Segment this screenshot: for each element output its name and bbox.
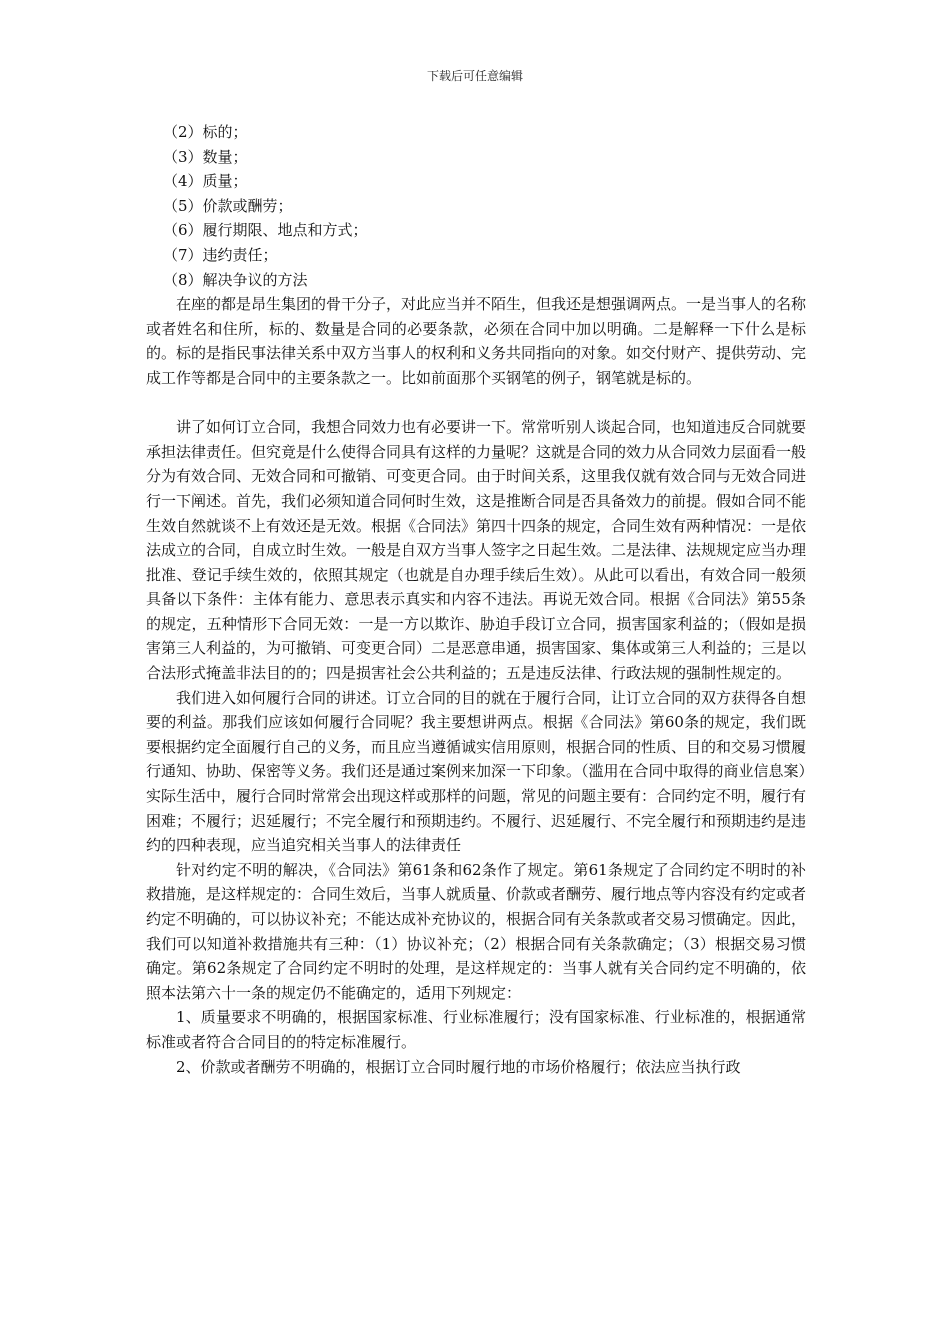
paragraph-contract-validity: 讲了如何订立合同，我想合同效力也有必要讲一下。常常听别人谈起合同，也知道违反合同就要承担法律责任。但究竟是什么使得合同具有这样的力量呢？这就是合同的效力从合同效力层面看一般分为有效合同、无效合同和可撤销、可变更合同。由于时间关系，这里我仅就有效合同与无效合同进行一下阐述。首先，我们必须知道合同何时生效，这是推断合同是否具备效力的前提。假如合同不能生效自然就谈不上有效还是无效。根据《合同法》第四十四条的规定，合同生效有两种情况：一是依法成立的合同，自成立时生效。一般是自双方当事人签字之日起生效。二是法律、法规规定应当办理批准、登记手续生效的，依照其规定（也就是自办理手续后生效）。从此可以看出，有效合同一般须具备以下条件：主体有能力、意思表示真实和内容不违法。再说无效合同。根据《合同法》第55条的规定，五种情形下合同无效：一是一方以欺诈、胁迫手段订立合同，损害国家利益的；（假如是损害第三人利益的，为可撤销、可变更合同）二是恶意串通，损害国家、集体或第三人利益的；三是以合法形式掩盖非法目的的；四是损害社会公共利益的；五是违反法律、行政法规的强制性规定的。 bbox=[146, 418, 807, 683]
paragraph-contract-terms: 在座的都是昂生集团的骨干分子，对此应当并不陌生，但我还是想强调两点。一是当事人的名称或者姓名和住所，标的、数量是合同的必要条款，必须在合同中加以明确。二是解释一下什么是标的。标的是指民事法律关系中双方当事人的权利和义务共同指向的对象。如交付财产、提供劳动、完成工作等都是合同中的主要条款之一。比如前面那个买钢笔的例子，钢笔就是标的。 bbox=[146, 295, 807, 387]
paragraph-unclear-terms: 针对约定不明的解决，《合同法》第61条和62条作了规定。第61条规定了合同约定不明时的补救措施，是这样规定的：合同生效后，当事人就质量、价款或者酬劳、履行地点等内容没有约定或者约定不明确的，可以协议补充；不能达成补充协议的，根据合同有关条款或者交易习惯确定。因此，我们可以知道补救措施共有三种：（1）协议补充；（2）根据合同有关条款确定；（3）根据交易习惯确定。第62条规定了合同约定不明时的处理，是这样规定的：当事人就有关合同约定不明确的，依照本法第六十一条的规定仍不能确定的，适用下列规定： bbox=[146, 860, 807, 1002]
document-body bbox=[146, 120, 806, 1079]
paragraph-contract-performance: 我们进入如何履行合同的讲述。订立合同的目的就在于履行合同，让订立合同的双方获得各自想要的利益。那我们应该如何履行合同呢？我主要想讲两点。根据《合同法》第60条的规定，我们既要根据约定全面履行自己的义务，而且应当遵循诚实信用原则，根据合同的性质、目的和交易习惯履行通知、协助、保密等义务。我们还是通过案例来加深一下印象。（滥用在合同中取得的商业信息案）实际生活中，履行合同时常常会出现这样或那样的问题，常见的问题主要有：合同约定不明，履行有困难；不履行；迟延履行；不完全履行和预期违约。不履行、迟延履行、不完全履行和预期违约是违约的四种表现，应当追究相关当事人的法律责任 bbox=[146, 688, 807, 855]
list-item: （7）违约责任； bbox=[163, 245, 278, 264]
list-item: （8）解决争议的方法 bbox=[163, 270, 308, 289]
list-item: （4）质量； bbox=[163, 172, 248, 191]
paragraph-rule-quality: 1、质量要求不明确的，根据国家标准、行业标准履行；没有国家标准、行业标准的，根据通常标准或者符合合同目的的特定标准履行。 bbox=[146, 1008, 806, 1051]
paragraph-rule-price: 2、价款或者酬劳不明确的，根据订立合同时履行地的市场价格履行；依法应当执行政 bbox=[176, 1057, 741, 1076]
page-header: 下载后可任意编辑 bbox=[426, 69, 523, 83]
list-item: （5）价款或酬劳； bbox=[163, 196, 293, 215]
list-item: （3）数量； bbox=[163, 147, 248, 166]
paragraph-spacer bbox=[146, 391, 806, 416]
list-item: （6）履行期限、地点和方式； bbox=[163, 221, 368, 240]
list-item: （2）标的； bbox=[163, 123, 248, 141]
